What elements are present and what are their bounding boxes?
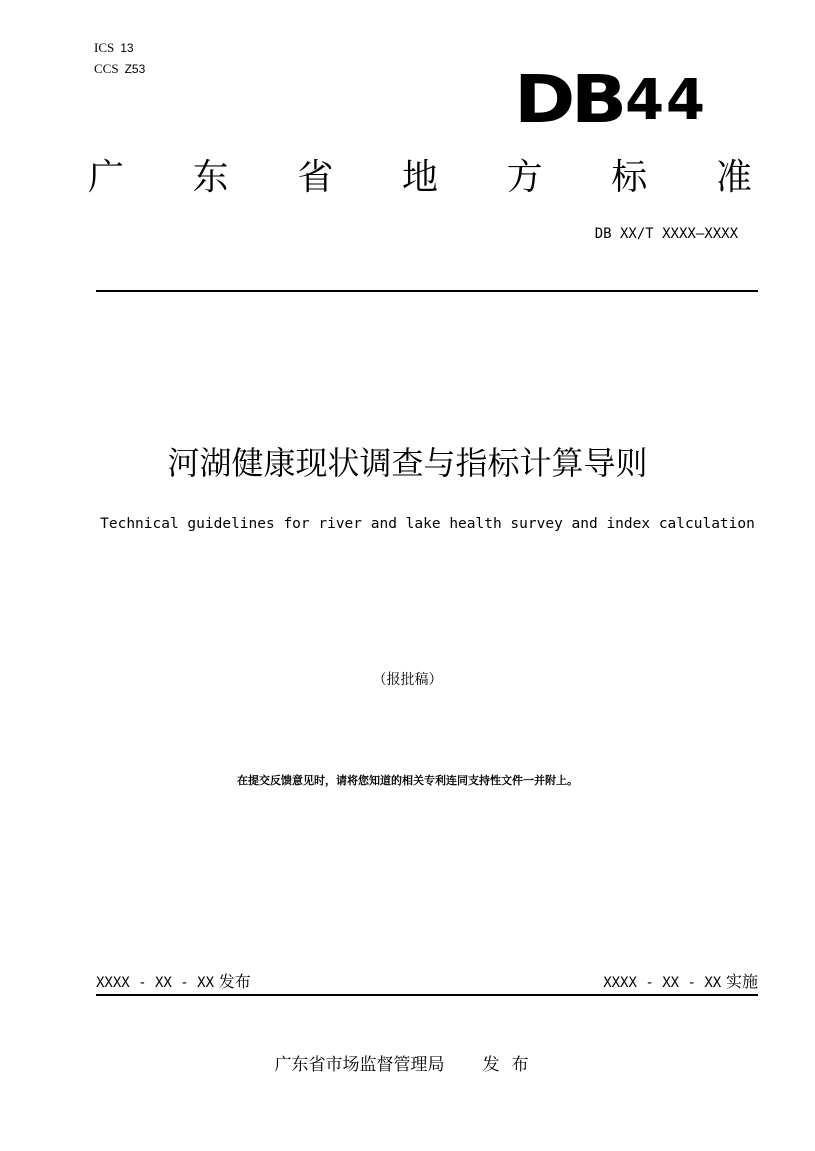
title-english: Technical guidelines for river and lake health survey and index calculation <box>100 516 755 532</box>
standard-code: DB XX/T XXXX—XXXX <box>594 226 738 242</box>
ccs-label: CCS <box>94 61 119 76</box>
patent-notice: 在提交反馈意见时，请将您知道的相关专利连同支持性文件一并附上。 <box>237 774 578 787</box>
db-logo-letters: DB <box>514 61 623 138</box>
release-label: 发布 <box>218 972 251 991</box>
release-date: XXXX - XX - XX <box>96 975 215 991</box>
footer-divider <box>96 994 758 996</box>
implement-date: XXXX - XX - XX <box>603 975 722 991</box>
publisher-name: 广东省市场监督管理局 <box>274 1055 445 1075</box>
publisher-line <box>0 1052 815 1078</box>
db-logo <box>514 61 708 138</box>
ics-value: 13 <box>120 41 134 55</box>
title-chinese: 河湖健康现状调查与指标计算导则 <box>167 444 648 482</box>
draft-status: （报批稿） <box>372 672 443 688</box>
ccs-code <box>94 61 145 77</box>
ics-label: ICS <box>94 40 115 55</box>
standard-type-char: 地 <box>401 157 438 198</box>
db-logo-digits: 44 <box>625 68 708 133</box>
standard-type-char: 省 <box>297 157 334 198</box>
release-date-group <box>96 970 251 995</box>
standard-type-heading <box>88 152 752 204</box>
standard-type-char: 东 <box>192 157 229 198</box>
header-divider <box>96 290 758 292</box>
standard-type-char: 广 <box>88 157 125 198</box>
standard-type-char: 方 <box>506 157 543 198</box>
implement-date-group <box>603 970 758 995</box>
standard-type-char: 标 <box>611 157 648 198</box>
ccs-value: Z53 <box>124 62 146 76</box>
dates-row <box>96 970 758 995</box>
publisher-action: 发布 <box>482 1055 541 1075</box>
implement-label: 实施 <box>725 972 758 991</box>
standard-type-char: 准 <box>715 157 752 198</box>
ics-code <box>94 40 134 56</box>
